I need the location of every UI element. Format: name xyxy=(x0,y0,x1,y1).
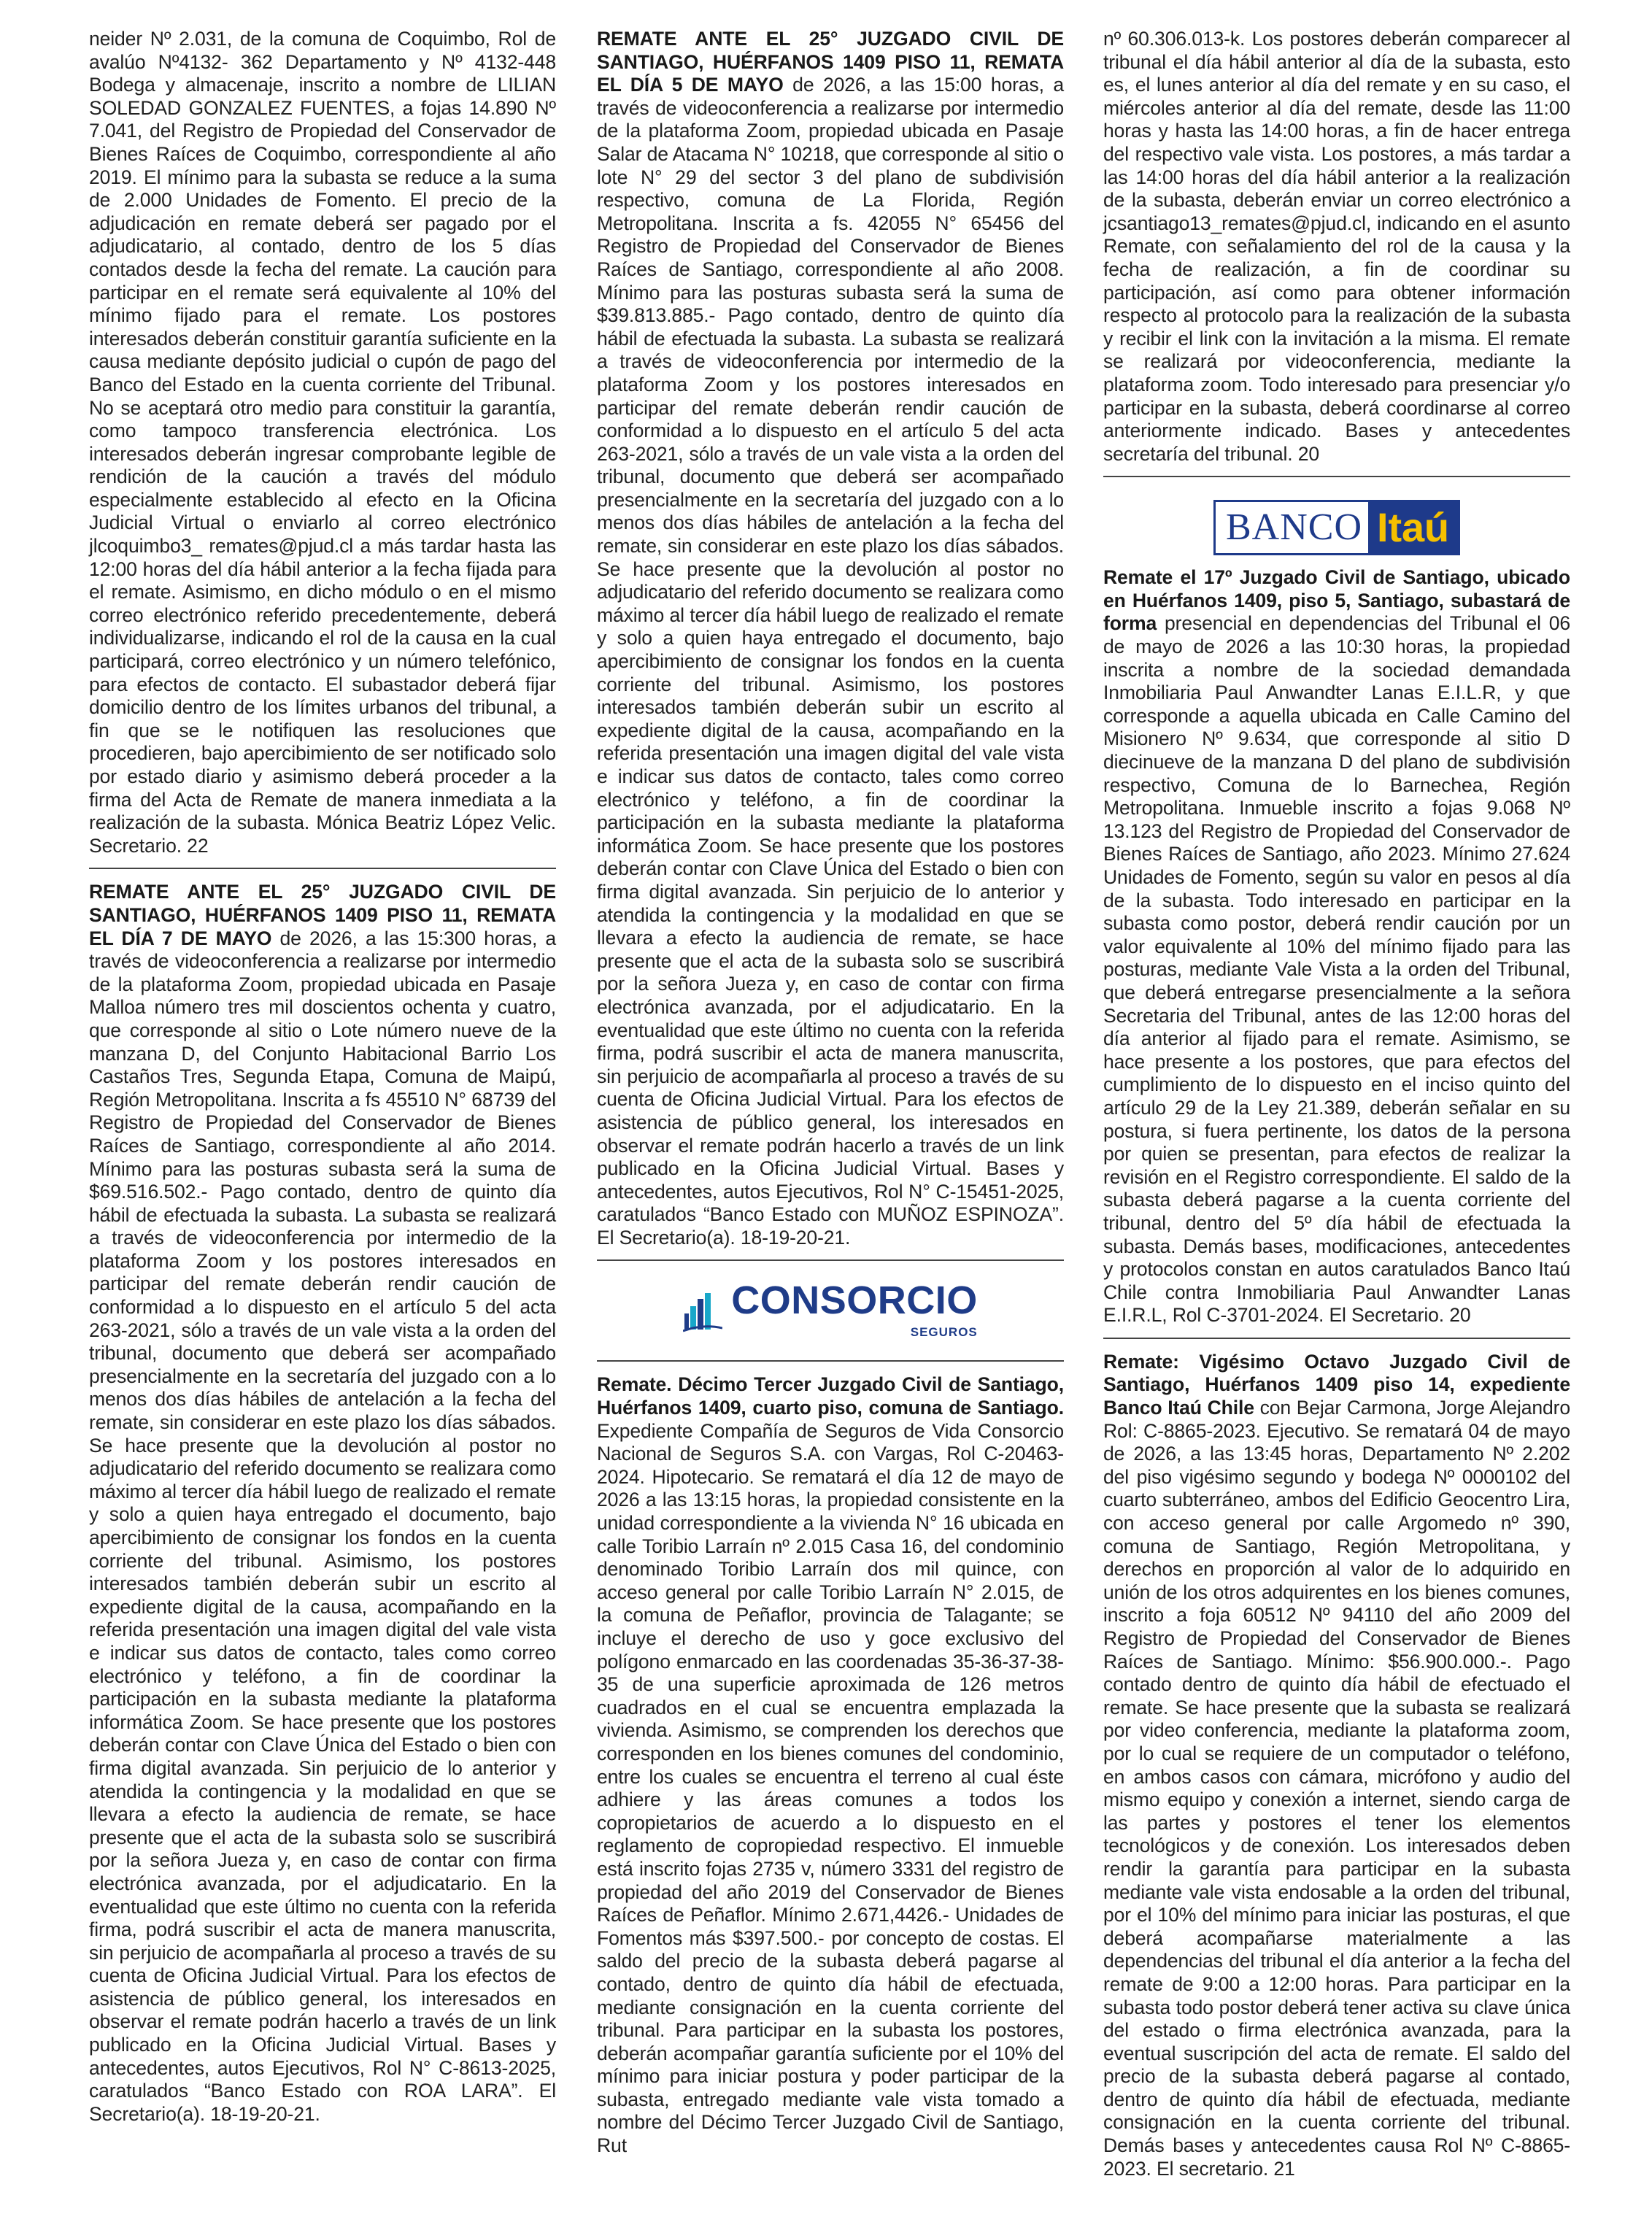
divider xyxy=(597,1360,1064,1362)
consorcio-emblem-icon xyxy=(683,1290,722,1332)
column-1 xyxy=(89,28,556,2126)
notice-25-juzgado-5-mayo xyxy=(597,28,1064,1249)
divider xyxy=(1103,476,1570,477)
notice-13-juzgado-consorcio xyxy=(597,1373,1064,2157)
notice-coquimbo-continuation xyxy=(89,28,556,857)
notice-28-juzgado-itau xyxy=(1103,1351,1570,2180)
itau-brand-text: Itaú xyxy=(1368,502,1458,553)
notice-body: presencial en dependencias del Tribunal el 06 de mayo de 2026 a las 10:30 horas, la propiedad inscrita a nombre de la sociedad demandada Inmobiliaria Paul Anwandter Lanas E.I.L.R, y que corresponde a aquella ubicada en Calle Camino del Misionero Nº 9.634, que corresponde al sitio D diecinueve de la manzana D del plano de subdivisión respectivo, Comuna de lo Barnechea, Región Metropolitana. Inmueble inscrito a fojas 9.068 Nº 13.123 del Registro de Propiedad del Conservador de Bienes Raíces de Santiago, año 2023. Mínimo 27.624 Unidades de Fomento, según su valor en pesos al día de la subasta. Todo interesado en participar en la subasta como postor, deberá rendir caución por un valor equivalente al 10% del mínimo fijado para las posturas, mediante Vale Vista a la orden del Tribunal, que deberá entregarse presencialmente a la señora Secretaria del Tribunal, antes de las 12:00 horas del día anterior al fijado para el remate. Asimismo, se hace presente a los postores, que para efectos del cumplimiento de lo dispuesto en el inciso quinto del artículo 29 de la Ley 21.389, deberán señalar en su postura, si fuera pertinente, los datos de la persona por quien se presentan, para efectos de realizar la revisión en el Registro correspondiente. El saldo de la subasta deberá pagarse a la cuenta corriente del tribunal, dentro del 5º día hábil de efectuada la subasta. Demás bases, modificaciones, antecedentes y protocolos constan en autos caratulados Banco Itaú Chile contra Inmobiliaria Paul Anwandter Lanas E.I.R.L, Rol C-3701-2024. El Secretario. 20 xyxy=(1103,612,1570,1327)
column-3 xyxy=(1103,28,1570,2180)
notice-body: Expediente Compañía de Seguros de Vida Consorcio Nacional de Seguros S.A. con Vargas, Rol C-20463-2024. Hipotecario. Se rematará el día 12 de mayo de 2026 a las 13:15 horas, la propiedad consistente en la unidad correspondiente a la vivienda N° 16 ubicada en calle Toribio Larraín nº 2.015 Casa 16, del condominio denominado Toribio Larraín dos mil quince, con acceso general por calle Toribio Larraín N° 2.015, de la comuna de Peñaflor, provincia de Talagante; se incluye el derecho de uso y goce exclusivo del polígono enmarcado en las coordenadas 35-36-37-38-35 de una superficie aproximada de 126 metros cuadrados en el cual se encuentra emplazada la vivienda. Asimismo, se comprenden los derechos que corresponden en los bienes comunes del condominio, entre los cuales se encuentra el terreno al cual éste adhiere y las áreas comunes a todos los copropietarios de acuerdo a lo dispuesto en el reglamento de copropiedad respectivo. El inmueble está inscrito fojas 2735 v, número 3331 del registro de propiedad del año 2019 del Conservador de Bienes Raíces de Peñaflor. Mínimo 2.671,4426.- Unidades de Fomentos más $397.500.- por concepto de costas. El saldo del precio de la subasta deberá pagarse al contado, dentro de quinto día hábil de efectuada, mediante consignación en la cuenta corriente del tribunal. Para participar en la subasta los postores, deberán acompañar garantía suficiente por el 10% del mínimo para iniciar postura y poder participar de la subasta, entregado mediante vale vista tomado a nombre del Décimo Tercer Juzgado Civil de Santiago, Rut xyxy=(597,1419,1064,2157)
consorcio-name: CONSORCIO xyxy=(731,1278,978,1322)
notice-body: de 2026, a las 15:300 horas, a través de videoconferencia a realizarse por intermedio de la plataforma Zoom, propiedad ubicada en Pasaje Malloa número tres mil doscientos ochenta y cuatro, que corresponde al sitio o Lote número nueve de la manzana D, del Conjunto Habitacional Barrio Los Castaños Tres, Segunda Etapa, Comuna de Maipú, Región Metropolitana. Inscrita a fs 45510 N° 68739 del Registro de Propiedad del Conservador de Bienes Raíces de Santiago, correspondiente al año 2014. Mínimo para las posturas subasta será la suma de $69.516.502.- Pago contado, dentro de quinto día hábil de efectuada la subasta. La subasta se realizará a través de videoconferencia por intermedio de la plataforma Zoom y los postores interesados en participar del remate deberán rendir caución de conformidad a lo dispuesto en el artículo 5 del acta 263-2021, sólo a través de un vale vista a la orden del tribunal, documento que deberá ser acompañado presencialmente en la secretaría del juzgado con a lo menos dos días hábiles de antelación a la fecha del remate, sin considerar en este plazo los días sábados. Se hace presente que la devolución al postor no adjudicatario del referido documento se realizara como máximo al tercer día hábil luego de realizado el remate y solo a quien haya entregado el documento, bajo apercibimiento de consignar los fondos en la cuenta corriente del tribunal. Asimismo, los postores interesados también deberán subir un escrito al expediente digital de la causa, acompañando en la referida presentación una imagen digital del vale vista e indicar sus datos de contacto, tales como correo electrónico y teléfono, a fin de coordinar la participación en la subasta mediante la plataforma informática Zoom. Se hace presente que los postores deberán contar con Clave Única del Estado o bien con firma digital avanzada. Sin perjuicio de lo anterior y atendida la contingencia y la modalidad en que se llevara a efecto la audiencia de remate, se hace presente que el acta de la subasta solo se suscribirá por la señora Jueza y, en caso de contar con firma electrónica avanzada, por el adjudicatario. En la eventualidad que este último no cuenta con la referida firma, podrá suscribir el acta de manera manuscrita, sin perjuicio de acompañarla al proceso a través de su cuenta de Oficina Judicial Virtual. Para los efectos de asistencia de público general, los interesados en observar el remate podrán hacerlo a través de un link publicado en la Oficina Judicial Virtual. Bases y antecedentes, autos Ejecutivos, Rol N° C-8613-2025, caratulados “Banco Estado con ROA LARA”. El Secretario(a). 18-19-20-21. xyxy=(89,927,557,2125)
banco-itau-logo xyxy=(1103,489,1570,566)
notice-heading: REMATE ANTE EL 25° JUZGADO CIVIL DE SANTIAGO, HUÉRFANOS 1409 PISO 11, REMATA EL DÍA 7 DE MAYO xyxy=(89,881,556,949)
notice-heading: Remate. Décimo Tercer Juzgado Civil de Santiago, Huérfanos 1409, cuarto piso, comuna de Santiago. xyxy=(597,1373,1064,1419)
notice-17-juzgado-itau xyxy=(1103,566,1570,1327)
notice-heading: Remate el 17º Juzgado Civil de Santiago, ubicado en Huérfanos 1409, piso 5, Santiago, subastará de forma xyxy=(1103,566,1570,635)
consorcio-subtitle: SEGUROS xyxy=(910,1324,978,1339)
notice-body: neider Nº 2.031, de la comuna de Coquimbo, Rol de avalúo Nº4132- 362 Departamento y Nº 4132-448 Bodega y almacenaje, inscrito a nombre de LILIAN SOLEDAD GONZALEZ FUENTES, a fojas 14.890 Nº 7.041, del Registro de Propiedad del Conservador de Bienes Raíces de Coquimbo, correspondiente al año 2019. El mínimo para la subasta se reduce a la suma de 2.000 Unidades de Fomento. El precio de la adjudicación en remate deberá ser pagado por el adjudicatario, al contado, dentro de los 5 días contados desde la fecha del remate. La caución para participar en el remate será equivalente al 10% del mínimo fijado para el remate. Los postores interesados deberán constituir garantía suficiente en la causa mediante depósito judicial o cupón de pago del Banco del Estado en la cuenta corriente del Tribunal. No se aceptará otro medio para constituir la garantía, como tampoco transferencia electrónica. Los interesados deberán ingresar comprobante legible de rendición de la caución a través del módulo especialmente establecido al efecto en la Oficina Judicial Virtual o enviarlo al correo electrónico jlcoquimbo3_ remates@pjud.cl a más tardar hasta las 12:00 horas del día hábil anterior a la fecha fijada para el remate. Asimismo, en dicho módulo o en el mismo correo electrónico referido precedentemente, deberá individualizarse, indicando el rol de la causa en la cual participará, correo electrónico y un número telefónico, para efectos de contacto. El subastador deberá fijar domicilio dentro de los límites urbanos del tribunal, a fin que se le notifiquen las resoluciones que procedieren, bajo apercibimiento de ser notificado solo por estado diario y asimismo deberá proceder a la firma del Acta de Remate de manera inmediata a la realización de la subasta. Mónica Beatriz López Velic. Secretario. 22 xyxy=(89,28,556,857)
itau-banco-text: BANCO xyxy=(1226,506,1363,549)
notice-13-juzgado-continuation xyxy=(1103,28,1570,466)
consorcio-logo xyxy=(597,1273,1064,1350)
divider xyxy=(1103,1338,1570,1339)
notice-body: de 2026, a las 15:00 horas, a través de videoconferencia a realizarse por intermedio de la plataforma Zoom, propiedad ubicada en Pasaje Salar de Atacama N° 10218, que corresponde al sitio o lote N° 29 del sector 3 del plano de subdivisión respectivo, comuna de La Florida, Región Metropolitana. Inscrita a fs. 42055 N° 65456 del Registro de Propiedad del Conservador de Bienes Raíces de Santiago, correspondiente al año 2008. Mínimo para las posturas subasta será la suma de $39.813.885.- Pago contado, dentro de quinto día hábil de efectuada la subasta. La subasta se realizará a través de videoconferencia por intermedio de la plataforma Zoom y los postores interesados en participar del remate deberán rendir caución de conformidad a lo dispuesto en el artículo 5 del acta 263-2021, sólo a través de un vale vista a la orden del tribunal, documento que deberá ser acompañado presencialmente en la secretaría del juzgado con a lo menos dos días hábiles de antelación a la fecha del remate, sin considerar en este plazo los días sábados. Se hace presente que la devolución al postor no adjudicatario del referido documento se realizara como máximo al tercer día hábil luego de realizado el remate y solo a quien haya entregado el documento, bajo apercibimiento de consignar los fondos en la cuenta corriente del tribunal. Asimismo, los postores interesados también deberán subir un escrito al expediente digital de la causa, acompañando en la referida presentación una imagen digital del vale vista e indicar sus datos de contacto, tales como correo electrónico y teléfono, a fin de coordinar la participación en la subasta mediante la plataforma informática Zoom. Se hace presente que los postores deberán contar con Clave Única del Estado o bien con firma digital avanzada. Sin perjuicio de lo anterior y atendida la contingencia y la modalidad en que se llevara a efecto la audiencia de remate, se hace presente que el acta de la subasta solo se suscribirá por la señora Jueza y, en caso de contar con firma electrónica avanzada, por el adjudicatario. En la eventualidad que este último no cuenta con la referida firma, podrá suscribir el acta de manera manuscrita, sin perjuicio de acompañarla al proceso a través de su cuenta de Oficina Judicial Virtual. Para los efectos de asistencia de público general, los interesados en observar el remate podrán hacerlo a través de un link publicado en la Oficina Judicial Virtual. Bases y antecedentes, autos Ejecutivos, Rol N° C-15451-2025, caratulados “Banco Estado con MUÑOZ ESPINOZA”. El Secretario(a). 18-19-20-21. xyxy=(597,74,1064,1249)
notice-heading: REMATE ANTE EL 25° JUZGADO CIVIL DE SANTIAGO, HUÉRFANOS 1409 PISO 11, REMATA EL DÍA 5 DE MAYO xyxy=(597,28,1064,96)
notice-body: con Bejar Carmona, Jorge Alejandro Rol: C-8865-2023. Ejecutivo. Se rematará 04 de mayo de 2026, a las 13:45 horas, Departamento Nº 2.202 del piso vigésimo segundo y bodega Nº 0000102 del cuarto subterráneo, ambos del Edificio Geocentro Lira, con acceso general por calle Argomedo nº 390, comuna de Santiago, Región Metropolitana, y derechos en proporción al valor de lo adquirido en unión de los otros adquirentes en los bienes comunes, inscrito a foja 60512 Nº 94110 del año 2009 del Registro de Propiedad del Conservador de Bienes Raíces de Santiago. Mínimo: $56.900.000.-. Pago contado dentro de quinto día hábil de efectuado el remate. Se hace presente que la subasta se realizará por video conferencia, mediante la plataforma zoom, por lo cual se requiere de un computador o teléfono, en ambos casos con cámara, micrófono y audio del mismo equipo y conexión a internet, siendo carga de las partes y postores el tener los elementos tecnológicos y de conexión. Los interesados deben rendir la garantía para participar en la subasta mediante vale vista endosable a la orden del tribunal, por el 10% del mínimo para iniciar las posturas, el que deberá acompañarse materialmente a las dependencias del tribunal el día anterior a la fecha del remate de 9:00 a 12:00 horas. Para participar en la subasta todo postor deberá tener activa su clave única del estado o firma electrónica avanzada, para la eventual suscripción del acta de remate. El saldo del precio de la subasta deberá pagarse al contado, dentro de quinto día hábil de efectuada, mediante consignación en la cuenta corriente del tribunal. Demás bases y antecedentes causa Rol Nº C-8865-2023. El secretario. 21 xyxy=(1103,1397,1570,2180)
notice-heading: Remate: Vigésimo Octavo Juzgado Civil de Santiago, Huérfanos 1409 piso 14, expediente Banco Itaú Chile xyxy=(1103,1350,1570,1419)
column-2 xyxy=(597,28,1064,2158)
divider xyxy=(89,868,556,869)
divider xyxy=(597,1259,1064,1261)
notice-25-juzgado-7-mayo xyxy=(89,881,556,2126)
notice-body: nº 60.306.013-k. Los postores deberán comparecer al tribunal el día hábil anterior al día de la subasta, esto es, el lunes anterior al día del remate y en su caso, el miércoles anterior al día del remate, desde las 11:00 horas y hasta las 14:00 horas, a fin de hacer entrega del respectivo vale vista. Los postores, a más tardar a las 14:00 horas del día hábil anterior a la realización de la subasta, deberán enviar un correo electrónico a jcsantiago13_remates@pjud.cl, indicando en el asunto Remate, con señalamiento del rol de la causa y la fecha de realización, a fin de coordinar su participación, así como para obtener información respecto al protocolo para la realización de la subasta y recibir el link con la invitación a la misma. El remate se realizará por videoconferencia, mediante la plataforma zoom. Todo interesado para presenciar y/o participar en la subasta, deberá coordinarse al correo anteriormente indicado. Bases y antecedentes secretaría del tribunal. 20 xyxy=(1103,28,1570,465)
